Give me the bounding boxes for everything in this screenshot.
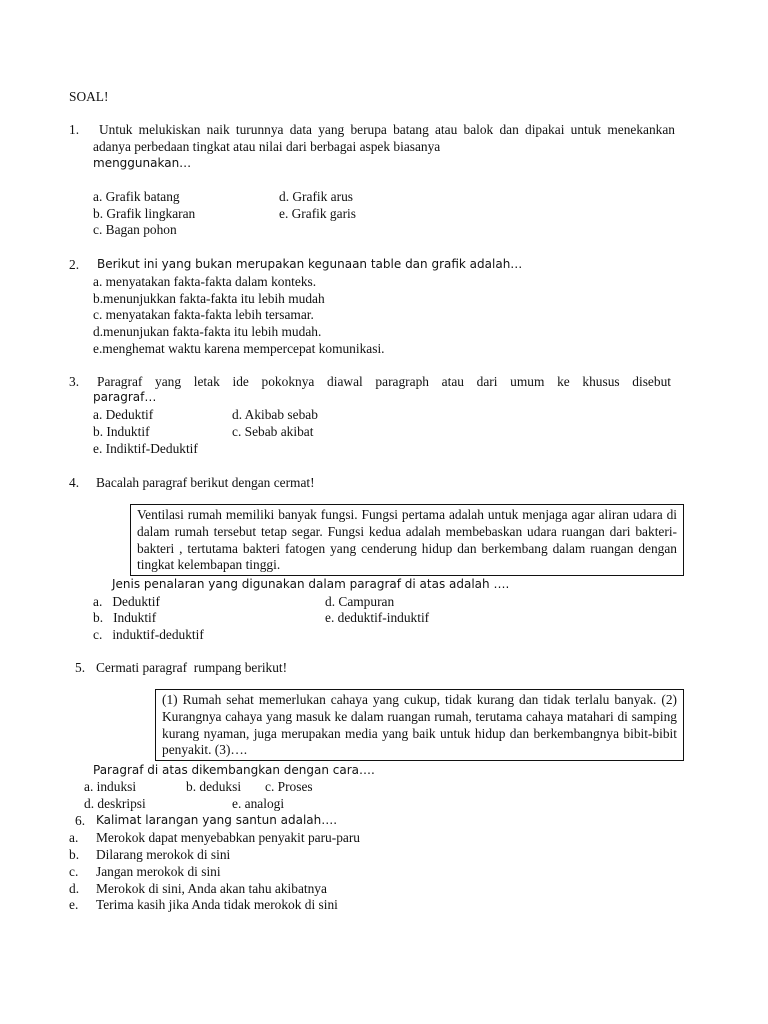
q4-option-e: e. deduktif-induktif	[325, 610, 430, 625]
q6-text: Kalimat larangan yang santun adalah….	[96, 813, 338, 827]
q5-option-b: b. deduksi	[186, 779, 242, 794]
q2-text: Berikut ini yang bukan merupakan kegunaan table dan grafik adalah…	[97, 257, 523, 271]
q3-option-d: d. Akibab sebab	[232, 407, 318, 422]
q5-option-a: a. induksi	[84, 779, 137, 794]
q6-option-a-letter: a.	[69, 830, 79, 845]
q5-option-c: c. Proses	[265, 779, 313, 794]
q4-paragraph-box: Ventilasi rumah memiliki banyak fungsi. Fungsi pertama adalah untuk menjaga agar aliran udara di dalam rumah tersebut tetap segar. Fungsi kedua adalah membebaskan udara ruangan dari bakteri-bakteri , tertutama bakteri fatogen yang cenderung hidup dan berkembang dalam ruangan dengan tingkat kelembapan tinggi.	[130, 504, 684, 576]
q2-option-d: d.menunjukan fakta-fakta itu lebih mudah.	[93, 324, 322, 339]
q5-option-d: d. deskripsi	[84, 796, 146, 811]
q6-option-c-letter: c.	[69, 864, 79, 879]
q6-option-b-text: Dilarang merokok di sini	[96, 847, 231, 862]
q1-text-tail: menggunakan…	[93, 156, 192, 170]
q3-number: 3.	[69, 374, 80, 389]
q4-option-c: c. induktif-deduktif	[93, 627, 204, 642]
q6-option-c-text: Jangan merokok di sini	[96, 864, 221, 879]
page-title: SOAL!	[69, 89, 109, 104]
q5-question: Paragraf di atas dikembangkan dengan cara….	[93, 763, 375, 777]
q3-option-a: a. Deduktif	[93, 407, 154, 422]
q6-option-d-letter: d.	[69, 881, 80, 896]
q1-option-c: c. Bagan pohon	[93, 222, 177, 237]
q3-option-e: e. Indiktif-Deduktif	[93, 441, 198, 456]
q4-option-a: a. Deduktif	[93, 594, 160, 609]
q1-option-e: e. Grafik garis	[279, 206, 356, 221]
q6-number: 6.	[75, 813, 86, 828]
q6-option-a-text: Merokok dapat menyebabkan penyakit paru-paru	[96, 830, 360, 845]
q6-option-e-text: Terima kasih jika Anda tidak merokok di sini	[96, 897, 338, 912]
q4-option-d: d. Campuran	[325, 594, 395, 609]
q2-number: 2.	[69, 257, 80, 272]
q4-option-b: b. Induktif	[93, 610, 157, 625]
q5-text: Cermati paragraf rumpang berikut!	[96, 660, 288, 675]
q2-option-e: e.menghemat waktu karena mempercepat komunikasi.	[93, 341, 385, 356]
q2-option-a: a. menyatakan fakta-fakta dalam konteks.	[93, 274, 317, 289]
q2-option-c: c. menyatakan fakta-fakta lebih tersamar.	[93, 307, 314, 322]
q4-question: Jenis penalaran yang digunakan dalam paragraf di atas adalah ….	[112, 577, 510, 591]
q3-option-c: c. Sebab akibat	[232, 424, 314, 439]
q1-option-d: d. Grafik arus	[279, 189, 353, 204]
q6-option-d-text: Merokok di sini, Anda akan tahu akibatnya	[96, 881, 327, 896]
q4-text: Bacalah paragraf berikut dengan cermat!	[96, 475, 315, 490]
q3-text: Paragraf yang letak ide pokoknya diawal paragraph atau dari umum ke khusus disebut	[97, 374, 671, 389]
q1-option-b: b. Grafik lingkaran	[93, 206, 196, 221]
q3-text-tail: paragraf…	[93, 390, 157, 404]
q3-option-b: b. Induktif	[93, 424, 150, 439]
q5-paragraph-box: (1) Rumah sehat memerlukan cahaya yang cukup, tidak kurang dan tidak terlalu banyak. (2) Kurangnya cahaya yang masuk ke dalam ruangan rumah, terutama cahaya matahari di samping kurang nyaman, juga merupakan media yang baik untuk hidup dan berkembangnya bibit-bibit penyakit. (3)….	[155, 689, 684, 761]
q4-number: 4.	[69, 475, 80, 490]
q5-number: 5.	[75, 660, 86, 675]
q1-text: Untuk melukiskan naik turunnya data yang berupa batang atau balok dan dipakai untuk menekankan adanya perbedaan tingkat atau nilai dari berbagai aspek biasanya	[93, 122, 675, 154]
q1-number: 1.	[69, 122, 80, 137]
q1-option-a: a. Grafik batang	[93, 189, 180, 204]
q5-option-e: e. analogi	[232, 796, 285, 811]
q2-option-b: b.menunjukkan fakta-fakta itu lebih mudah	[93, 291, 325, 306]
q6-option-e-letter: e.	[69, 897, 79, 912]
q6-option-b-letter: b.	[69, 847, 80, 862]
